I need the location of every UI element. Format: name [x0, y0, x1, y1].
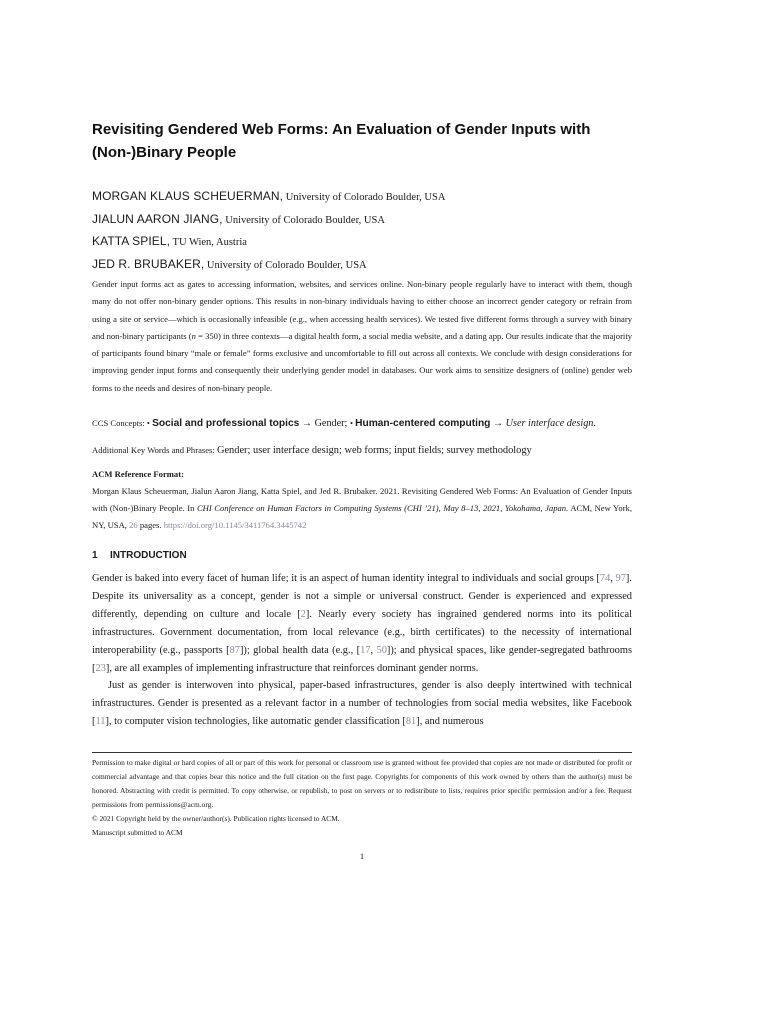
intro-text: Gender is baked into every facet of human life; it is an aspect of human identity integral to individuals and social groups [: [92, 573, 600, 584]
introduction-body: [92, 570, 632, 731]
abstract-text-part: = 350) in three contexts—a digital health form, a social media website, and a dating app. Our results indicate that the majority of participants found binary “male or female” forms exclusive and uncomfortable to fill out across all contexts. We conclude with design considerations for improving gender input forms and consequently their underlying gender model in databases. Our work aims to sensitize designers of (online) gender web forms to the needs and desires of non-binary people.: [92, 330, 632, 393]
ccs-concept: Human-centered computing: [355, 418, 491, 429]
intro-text: ]); and physical spaces, like gender-segregated bathrooms [: [92, 644, 633, 674]
paper-title: Revisiting Gendered Web Forms: An Evaluation of Gender Inputs with (Non-)Binary People: [92, 121, 591, 161]
ccs-concept: Gender: [314, 418, 345, 429]
intro-text: ], and numerous: [416, 716, 484, 728]
author-entry: [92, 209, 632, 232]
section-title: INTRODUCTION: [110, 550, 187, 561]
author-entry: [92, 254, 632, 277]
ccs-arrow: →: [490, 418, 506, 429]
abstract: [92, 276, 632, 397]
author-name: MORGAN KLAUS SCHEUERMAN,: [92, 189, 284, 203]
ccs-concept: User interface design: [505, 418, 594, 429]
citation-link[interactable]: 2: [300, 608, 306, 620]
acm-reference-heading: ACM Reference Format:: [92, 469, 184, 479]
citation-link[interactable]: 87: [229, 644, 240, 656]
keywords: [92, 442, 632, 459]
intro-text: ]. Nearly every society has ingrained gendered norms into its political infrastructures. Government documentation, from local relevance (e.g., birth certificates) to the necessity of international interoperability (e.g., passports [: [92, 608, 632, 656]
citation-link[interactable]: 74: [599, 573, 611, 584]
ccs-concept: Social and professional topics: [152, 418, 300, 429]
page-number: 1: [359, 851, 365, 861]
author-list: [92, 186, 632, 276]
citation-link[interactable]: 81: [405, 716, 417, 728]
keywords-text: Gender; user interface design; web forms; input fields; survey methodology: [216, 445, 532, 456]
citation-link[interactable]: 97: [615, 573, 626, 584]
citation-link[interactable]: 23: [95, 662, 106, 674]
copyright-notice: © 2021 Copyright held by the owner/author(s). Publication rights licensed to ACM.: [92, 814, 340, 824]
reference-pages-link[interactable]: 26: [129, 520, 138, 530]
reference-text: Morgan Klaus Scheuerman, Jialun Aaron Jiang, Katta Spiel, and Jed R. Brubaker. 2021. Revisiting Gendered Web Forms: An Evaluation of Gender Inputs with (Non-)Binary People. In: [92, 486, 632, 513]
author-entry: [92, 231, 632, 254]
permission-notice: Permission to make digital or hard copies of all or part of this work for personal or classroom use is granted without fee provided that copies are not made or distributed for profit or commercial advantage and that copies bear this notice and the full citation on the first page. Copyrights for components of this work owned by others than the author(s) must be honored. Abstracting with credit is permitted. To copy otherwise, or republish, to post on servers or to redistribute to lists, requires prior specific permission and/or a fee. Request permissions from permissions@acm.org.: [92, 758, 632, 810]
footnote-rule: [92, 752, 632, 753]
ccs-bullet: •: [146, 418, 150, 428]
reference-text: pages.: [137, 520, 164, 530]
reference-venue: CHI Conference on Human Factors in Computing Systems (CHI ’21), May 8–13, 2021, Yokohama, Japan.: [196, 503, 569, 513]
author-name: JED R. BRUBAKER,: [92, 256, 205, 271]
manuscript-note: Manuscript submitted to ACM: [92, 828, 183, 838]
ccs-label: CCS Concepts:: [92, 418, 147, 428]
intro-text: ], are all examples of implementing infrastructure that reinforces dominant gender norms.: [105, 662, 479, 674]
intro-text: ,: [610, 573, 616, 584]
author-affiliation: University of Colorado Boulder, USA: [222, 214, 385, 226]
author-affiliation: TU Wien, Austria: [170, 237, 247, 248]
section-number: 1: [92, 550, 98, 561]
ccs-separator: ;: [344, 418, 350, 429]
section-heading: [92, 548, 632, 564]
author-affiliation: University of Colorado Boulder, USA: [204, 259, 367, 271]
ccs-bullet: •: [349, 418, 353, 428]
author-name: KATTA SPIEL,: [92, 234, 171, 248]
intro-text: ,: [370, 644, 377, 656]
ccs-concepts: [92, 415, 632, 432]
doi-link[interactable]: https://doi.org/10.1145/3411764.3445742: [163, 520, 307, 530]
ccs-end: .: [593, 418, 596, 429]
keywords-label: Additional Key Words and Phrases:: [92, 445, 217, 455]
author-entry: [92, 186, 632, 209]
intro-paragraph: [92, 677, 632, 731]
ccs-arrow: →: [299, 418, 315, 429]
citation-link[interactable]: 11: [95, 716, 106, 728]
author-name: JIALUN AARON JIANG,: [92, 211, 223, 226]
acm-reference: [92, 483, 632, 534]
intro-paragraph: [92, 570, 632, 677]
intro-text: ]); global health data (e.g., [: [239, 644, 361, 656]
abstract-text-part: Gender input forms act as gates to accessing information, websites, and services online. Non-binary people regularly have to interact with them, though many do not offer non-binary gender options. This results in non-binary individuals having to either choose an incorrect gender category or refrain from using a site or service—which is occasionally infeasible (e.g., when accessing health services). We tested five different forms through a survey with binary and non-binary participants (: [92, 279, 632, 341]
reference-text: ACM, New York, NY, USA,: [92, 503, 632, 530]
abstract-n-variable: n: [191, 330, 196, 341]
author-affiliation: University of Colorado Boulder, USA: [283, 192, 446, 203]
citation-link[interactable]: 17: [360, 644, 371, 656]
intro-text: ]. Despite its universality as a concept, gender is not a simple or universal construct. Gender is experienced and expressed differently, depending on culture and locale [: [92, 573, 632, 620]
intro-text: Just as gender is interwoven into physical, paper-based infrastructures, gender is also deeply intertwined with technical infrastructures. Gender is presented as a relevant factor in a number of technologies from social media websites, like Facebook [: [92, 680, 632, 728]
intro-text: ], to computer vision technologies, like automatic gender classification [: [105, 716, 406, 728]
footnote: [92, 756, 632, 841]
citation-link[interactable]: 50: [376, 644, 387, 656]
